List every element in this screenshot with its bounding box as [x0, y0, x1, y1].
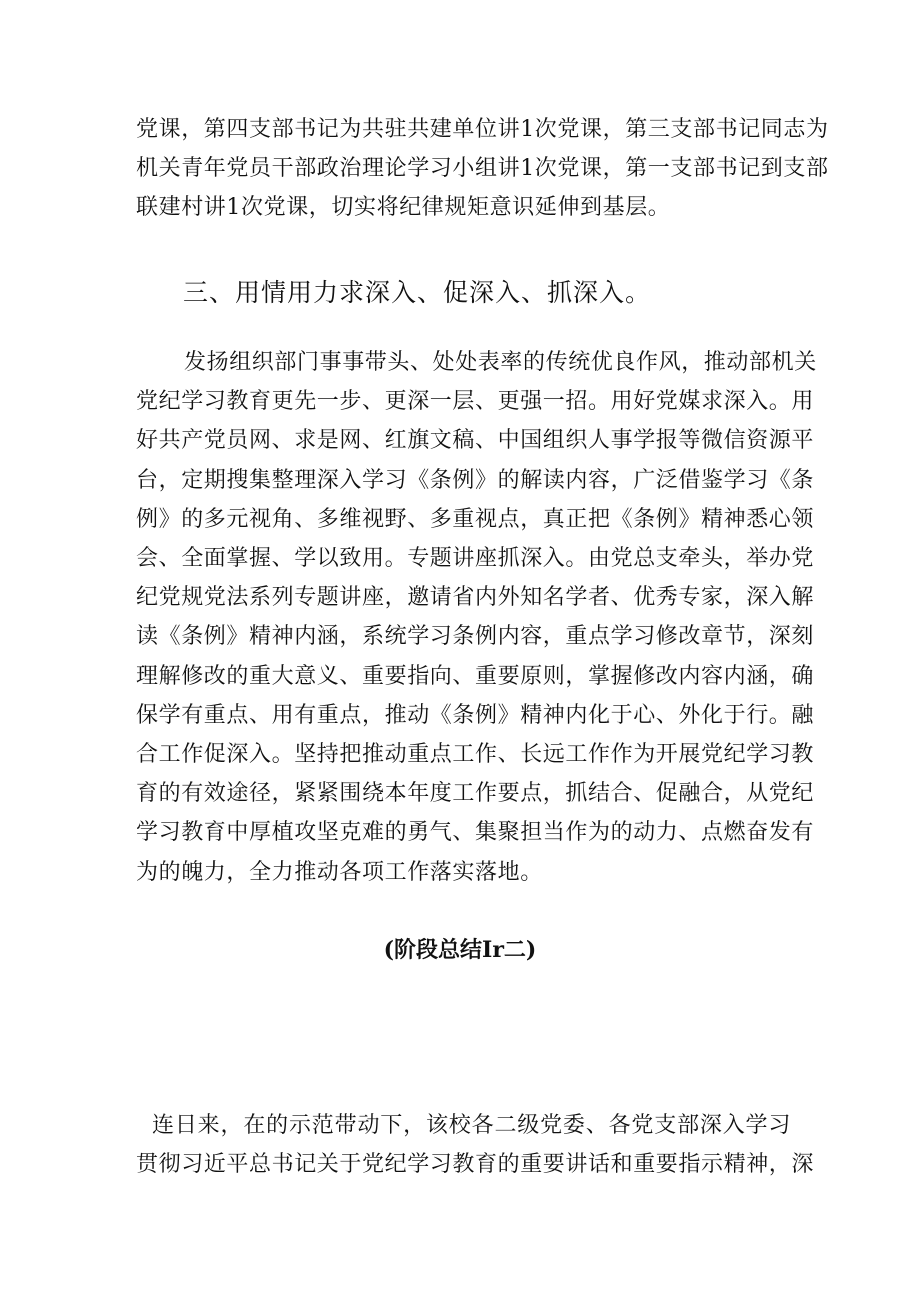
text-line: 例》的多元视角、多维视野、多重视点，真正把《条例》精神悉心领	[136, 506, 815, 532]
text-line: 合工作促深入。坚持把推动重点工作、长远工作作为开展党纪学习教	[136, 742, 815, 768]
text-line: 保学有重点、用有重点，推动《条例》精神内化于心、外化于行。融	[136, 702, 815, 728]
text-line: 党纪学习教育更先一步、更深一层、更强一招。用好党媒求深入。用	[136, 389, 815, 415]
text-line: 贯彻习近平总书记关于党纪学习教育的重要讲话和重要指示精神，深	[136, 1152, 815, 1178]
paragraph-opening	[136, 1106, 815, 1184]
text-line: 育的有效途径，紧紧围绕本年度工作要点，抓结合、促融合，从党纪	[136, 781, 815, 807]
text-line: 机关青年党员干部政治理论学习小组讲1次党课，第一支部书记到支部	[136, 156, 829, 182]
text-line: 纪党规党法系列专题讲座，邀请省内外知名学者、优秀专家，深入解	[136, 585, 815, 611]
section-subtitle: (阶段总结Ir二)	[383, 937, 537, 963]
section-heading: 三、用情用力求深入、促深入、抓深入。	[183, 278, 652, 307]
text-line: 读《条例》精神内涵，系统学习条例内容，重点学习修改章节，深刻	[136, 624, 815, 650]
text-line: 学习教育中厚植攻坚克难的勇气、集聚担当作为的动力、点燃奋发有	[136, 820, 815, 846]
text-line: 台，定期搜集整理深入学习《条例》的解读内容，广泛借鉴学习《条	[136, 467, 815, 493]
text-line: 党课，第四支部书记为共驻共建单位讲1次党课，第三支部书记同志为	[136, 117, 829, 142]
paragraph-continued	[136, 110, 829, 228]
text-line: 联建村讲1次党课，切实将纪律规矩意识延伸到基层。	[136, 195, 671, 221]
paragraph-body	[136, 343, 817, 892]
text-line: 发扬组织部门事事带头、处处表率的传统优良作风，推动部机关	[184, 350, 817, 375]
text-line: 理解修改的重大意义、重要指向、重要原则，掌握修改内容内涵，确	[136, 663, 815, 689]
text-line: 为的魄力，全力推动各项工作落实落地。	[136, 859, 543, 885]
text-line: 好共产党员网、求是网、红旗文稿、中国组织人事学报等微信资源平	[136, 428, 815, 454]
text-line: 连日来，在的示范带动下，该校各二级党委、各党支部深入学习	[152, 1113, 791, 1138]
text-line: 会、全面掌握、学以致用。专题讲座抓深入。由党总支牵头，举办党	[136, 546, 815, 572]
